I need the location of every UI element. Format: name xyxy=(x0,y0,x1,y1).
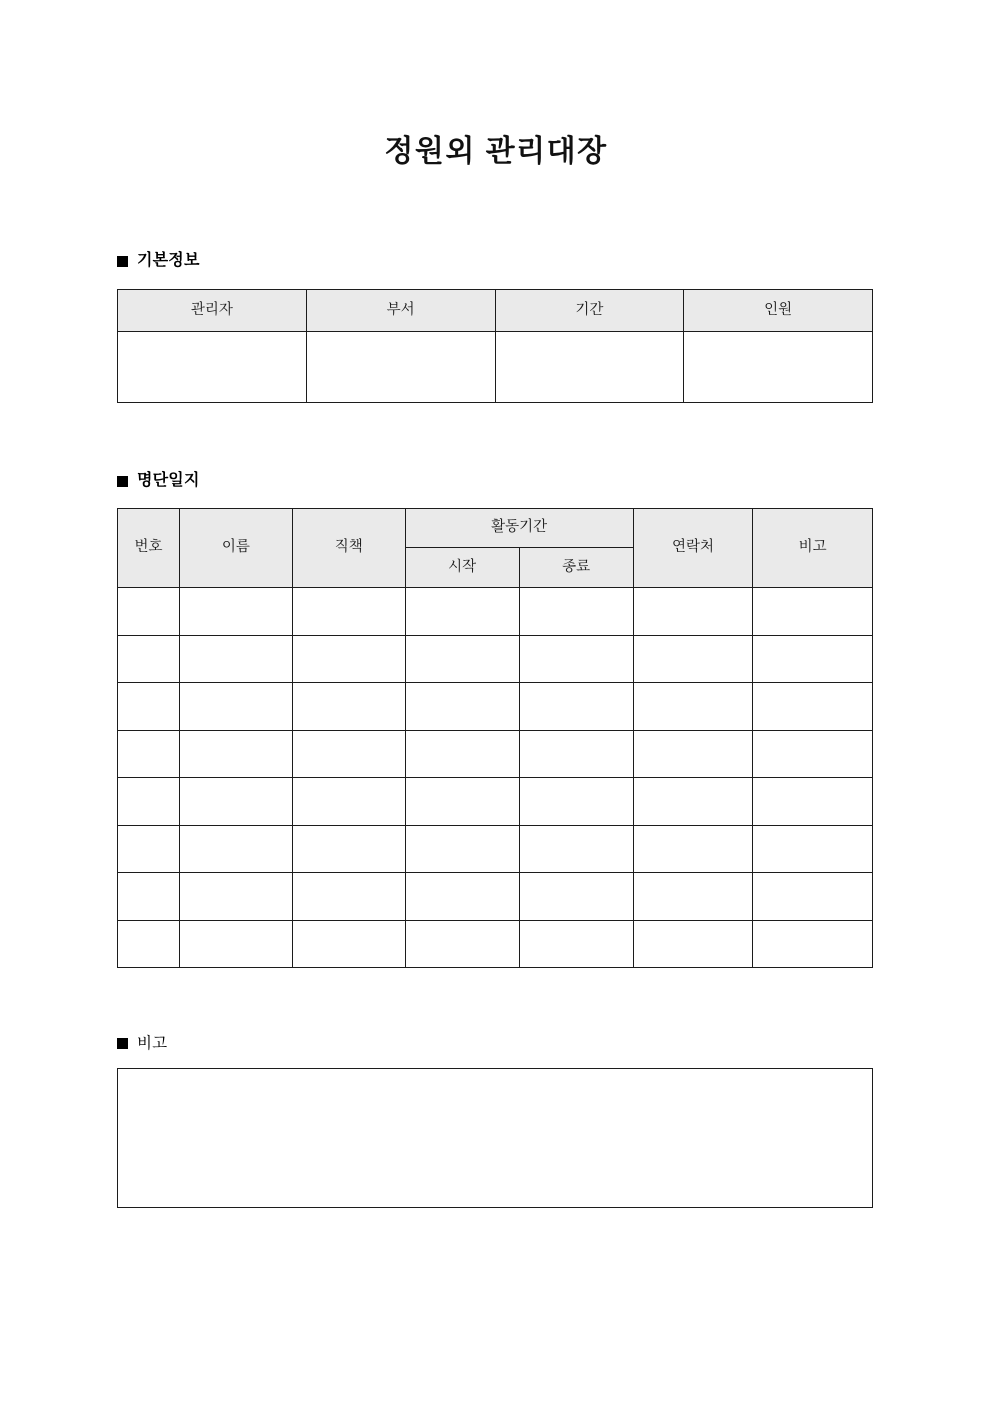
column-header-number: 번호 xyxy=(118,509,180,588)
cell-period[interactable] xyxy=(495,332,684,403)
cell-remark[interactable] xyxy=(753,825,873,873)
cell-period-start[interactable] xyxy=(405,778,519,826)
section-heading-basic-info xyxy=(117,253,200,269)
table-row xyxy=(118,778,873,826)
cell-remark[interactable] xyxy=(753,920,873,968)
cell-period-end[interactable] xyxy=(519,730,633,778)
section-heading-roster-log xyxy=(117,473,200,489)
table-header-row-top xyxy=(118,509,873,548)
cell-remark[interactable] xyxy=(753,778,873,826)
cell-period-end[interactable] xyxy=(519,873,633,921)
cell-manager[interactable] xyxy=(118,332,307,403)
cell-name[interactable] xyxy=(179,730,292,778)
column-header-position: 직책 xyxy=(292,509,405,588)
cell-position[interactable] xyxy=(292,635,405,683)
cell-name[interactable] xyxy=(179,825,292,873)
cell-headcount[interactable] xyxy=(684,332,873,403)
cell-period-start[interactable] xyxy=(405,730,519,778)
cell-period-end[interactable] xyxy=(519,920,633,968)
cell-number[interactable] xyxy=(118,825,180,873)
column-header-period-end: 종료 xyxy=(519,548,633,588)
table-row xyxy=(118,825,873,873)
roster-table-body xyxy=(118,588,873,968)
cell-name[interactable] xyxy=(179,588,292,636)
table-row xyxy=(118,332,873,403)
column-header-department: 부서 xyxy=(306,290,495,332)
table-row xyxy=(118,588,873,636)
remarks-textarea[interactable] xyxy=(117,1068,873,1208)
section-heading-label: 기본정보 xyxy=(137,252,200,269)
roster-log-table xyxy=(117,508,873,968)
cell-department[interactable] xyxy=(306,332,495,403)
column-header-headcount: 인원 xyxy=(684,290,873,332)
cell-period-start[interactable] xyxy=(405,683,519,731)
filled-square-bullet-icon xyxy=(117,1038,128,1049)
table-header-row xyxy=(118,290,873,332)
column-header-name: 이름 xyxy=(179,509,292,588)
column-header-contact: 연락처 xyxy=(633,509,753,588)
cell-remark[interactable] xyxy=(753,683,873,731)
table-row xyxy=(118,635,873,683)
table-row xyxy=(118,683,873,731)
filled-square-bullet-icon xyxy=(117,476,128,487)
cell-period-start[interactable] xyxy=(405,588,519,636)
cell-number[interactable] xyxy=(118,873,180,921)
cell-contact[interactable] xyxy=(633,635,753,683)
cell-remark[interactable] xyxy=(753,730,873,778)
cell-contact[interactable] xyxy=(633,730,753,778)
cell-number[interactable] xyxy=(118,635,180,683)
cell-position[interactable] xyxy=(292,730,405,778)
cell-period-start[interactable] xyxy=(405,825,519,873)
cell-contact[interactable] xyxy=(633,873,753,921)
section-heading-label: 비고 xyxy=(137,1035,168,1052)
page-title: 정원외 관리대장 xyxy=(384,135,608,168)
cell-remark[interactable] xyxy=(753,635,873,683)
column-header-activity-period-group: 활동기간 xyxy=(405,509,633,548)
cell-contact[interactable] xyxy=(633,920,753,968)
cell-name[interactable] xyxy=(179,778,292,826)
section-heading-remarks xyxy=(117,1036,167,1052)
column-header-period: 기간 xyxy=(495,290,684,332)
cell-number[interactable] xyxy=(118,778,180,826)
table-row xyxy=(118,873,873,921)
cell-remark[interactable] xyxy=(753,588,873,636)
table-row xyxy=(118,730,873,778)
cell-contact[interactable] xyxy=(633,683,753,731)
cell-contact[interactable] xyxy=(633,825,753,873)
cell-number[interactable] xyxy=(118,683,180,731)
cell-position[interactable] xyxy=(292,778,405,826)
cell-name[interactable] xyxy=(179,873,292,921)
cell-position[interactable] xyxy=(292,920,405,968)
cell-period-start[interactable] xyxy=(405,920,519,968)
cell-name[interactable] xyxy=(179,920,292,968)
cell-period-end[interactable] xyxy=(519,683,633,731)
cell-contact[interactable] xyxy=(633,588,753,636)
column-header-period-start: 시작 xyxy=(405,548,519,588)
table-row xyxy=(118,920,873,968)
cell-number[interactable] xyxy=(118,920,180,968)
cell-period-end[interactable] xyxy=(519,825,633,873)
cell-period-start[interactable] xyxy=(405,873,519,921)
cell-period-end[interactable] xyxy=(519,588,633,636)
column-header-remark: 비고 xyxy=(753,509,873,588)
cell-name[interactable] xyxy=(179,683,292,731)
basic-info-table xyxy=(117,289,873,403)
cell-remark[interactable] xyxy=(753,873,873,921)
cell-position[interactable] xyxy=(292,588,405,636)
cell-name[interactable] xyxy=(179,635,292,683)
cell-period-end[interactable] xyxy=(519,635,633,683)
column-header-manager: 관리자 xyxy=(118,290,307,332)
cell-number[interactable] xyxy=(118,588,180,636)
cell-position[interactable] xyxy=(292,683,405,731)
cell-period-end[interactable] xyxy=(519,778,633,826)
cell-position[interactable] xyxy=(292,873,405,921)
filled-square-bullet-icon xyxy=(117,256,128,267)
cell-number[interactable] xyxy=(118,730,180,778)
cell-period-start[interactable] xyxy=(405,635,519,683)
section-heading-label: 명단일지 xyxy=(137,472,200,489)
cell-contact[interactable] xyxy=(633,778,753,826)
cell-position[interactable] xyxy=(292,825,405,873)
